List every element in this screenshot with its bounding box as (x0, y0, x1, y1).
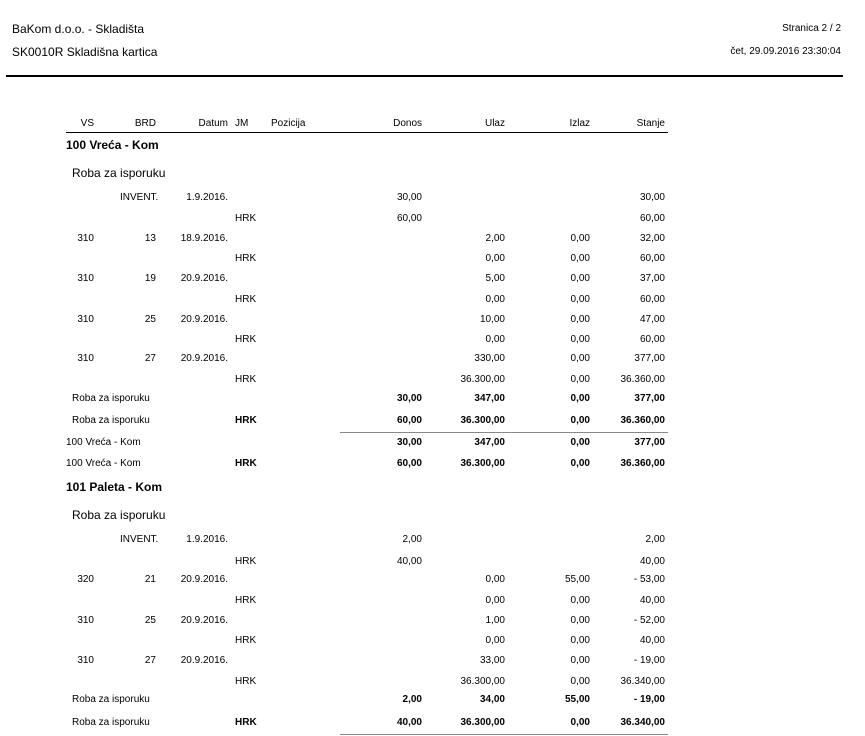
print-timestamp: čet, 29.09.2016 23:30:04 (730, 46, 841, 57)
col-izlaz: Izlaz (569, 118, 590, 129)
cell-izlaz: 0,00 (570, 655, 590, 666)
cell-stanje: 37,00 (639, 273, 665, 284)
cell-donos: 30,00 (396, 393, 422, 404)
cell-vs: 310 (77, 615, 94, 626)
cell-izlaz: 0,00 (570, 717, 590, 728)
cell-izlaz: 0,00 (570, 273, 590, 284)
table-row (0, 654, 865, 668)
subtotal-label: Roba za isporuku (72, 717, 150, 728)
group-title: 100 Vreća - Kom (66, 138, 159, 152)
subtotal-row (0, 414, 865, 428)
cell-ulaz: 0,00 (485, 595, 505, 606)
col-pozicija: Pozicija (271, 118, 306, 129)
cell-izlaz: 0,00 (570, 294, 590, 305)
table-row (0, 252, 865, 266)
cell-vs: 310 (77, 273, 94, 284)
cell-jm: HRK (235, 334, 257, 345)
cell-brd: 27 (144, 655, 156, 666)
group-subtitle: Roba za isporuku (72, 166, 166, 180)
cell-stanje: 36.360,00 (620, 415, 665, 426)
cell-jm: HRK (235, 635, 257, 646)
cell-donos: 30,00 (396, 192, 422, 203)
subtotal-label: Roba za isporuku (72, 393, 150, 404)
cell-brd: 19 (144, 273, 156, 284)
cell-brd: INVENT. (120, 534, 159, 545)
group-title: 101 Paleta - Kom (66, 480, 163, 494)
cell-izlaz: 0,00 (570, 314, 590, 325)
cell-izlaz: 55,00 (564, 574, 590, 585)
total-label: 100 Vreća - Kom (66, 437, 141, 448)
total-row (0, 436, 865, 450)
cell-ulaz: 34,00 (479, 694, 505, 705)
cell-stanje: 32,00 (639, 233, 665, 244)
cell-stanje: 60,00 (639, 334, 665, 345)
cell-stanje: 60,00 (639, 213, 665, 224)
cell-brd: INVENT. (120, 192, 159, 203)
cell-ulaz: 330,00 (474, 353, 505, 364)
cell-ulaz: 36.300,00 (460, 676, 505, 687)
cell-ulaz: 36.300,00 (460, 415, 505, 426)
cell-ulaz: 36.300,00 (460, 717, 505, 728)
cell-jm: HRK (235, 717, 257, 728)
cell-stanje: 36.360,00 (620, 458, 665, 469)
cell-datum: 20.9.2016. (180, 353, 228, 364)
cell-stanje: 2,00 (645, 534, 665, 545)
cell-izlaz: 0,00 (570, 253, 590, 264)
subtotal-row (0, 716, 865, 730)
cell-jm: HRK (235, 676, 257, 687)
cell-datum: 20.9.2016. (180, 574, 228, 585)
cell-jm: HRK (235, 374, 257, 385)
cell-jm: HRK (235, 415, 257, 426)
table-row (0, 573, 865, 587)
cell-stanje: 377,00 (634, 353, 665, 364)
table-row (0, 373, 865, 387)
cell-ulaz: 5,00 (485, 273, 505, 284)
cell-stanje: 40,00 (639, 595, 665, 606)
cell-stanje: 377,00 (634, 393, 665, 404)
table-row (0, 293, 865, 307)
cell-ulaz: 10,00 (479, 314, 505, 325)
cell-brd: 13 (144, 233, 156, 244)
cell-izlaz: 0,00 (570, 374, 590, 385)
cell-donos: 2,00 (402, 694, 422, 705)
col-datum: Datum (198, 118, 228, 129)
total-divider (340, 734, 668, 735)
table-row (0, 352, 865, 366)
table-row (0, 191, 865, 205)
cell-jm: HRK (235, 556, 257, 567)
cell-izlaz: 0,00 (570, 353, 590, 364)
col-stanje: Stanje (636, 118, 665, 129)
col-donos: Donos (393, 118, 422, 129)
cell-stanje: 36.360,00 (620, 374, 665, 385)
table-row (0, 313, 865, 327)
table-row (0, 212, 865, 226)
cell-jm: HRK (235, 253, 257, 264)
cell-ulaz: 1,00 (485, 615, 505, 626)
cell-vs: 310 (77, 353, 94, 364)
cell-stanje: - 19,00 (633, 655, 665, 666)
cell-ulaz: 33,00 (479, 655, 505, 666)
column-divider (66, 132, 668, 133)
cell-stanje: 60,00 (639, 294, 665, 305)
header-divider (6, 75, 843, 77)
cell-donos: 60,00 (396, 458, 422, 469)
cell-izlaz: 0,00 (570, 676, 590, 687)
col-vs: VS (80, 118, 94, 129)
total-row (0, 457, 865, 471)
cell-ulaz: 0,00 (485, 334, 505, 345)
cell-ulaz: 347,00 (474, 437, 505, 448)
cell-datum: 20.9.2016. (180, 655, 228, 666)
cell-datum: 1.9.2016. (186, 534, 228, 545)
cell-ulaz: 347,00 (474, 393, 505, 404)
cell-stanje: 40,00 (639, 635, 665, 646)
company-name: BaKom d.o.o. - Skladišta (12, 22, 145, 36)
cell-izlaz: 0,00 (570, 615, 590, 626)
cell-izlaz: 0,00 (570, 458, 590, 469)
report-title: SK0010R Skladišna kartica (12, 45, 158, 59)
cell-vs: 310 (77, 655, 94, 666)
subtotal-row (0, 693, 865, 707)
cell-ulaz: 36.300,00 (460, 458, 505, 469)
table-row (0, 675, 865, 689)
cell-datum: 20.9.2016. (180, 314, 228, 325)
table-row (0, 614, 865, 628)
cell-datum: 20.9.2016. (180, 273, 228, 284)
cell-datum: 1.9.2016. (186, 192, 228, 203)
col-jm: JM (235, 118, 249, 129)
table-row (0, 272, 865, 286)
cell-stanje: 40,00 (639, 556, 665, 567)
cell-jm: HRK (235, 595, 257, 606)
table-row (0, 555, 865, 569)
total-divider (340, 432, 668, 433)
cell-donos: 40,00 (396, 556, 422, 567)
cell-stanje: 60,00 (639, 253, 665, 264)
cell-ulaz: 0,00 (485, 635, 505, 646)
cell-donos: 40,00 (396, 717, 422, 728)
cell-ulaz: 36.300,00 (460, 374, 505, 385)
cell-vs: 310 (77, 314, 94, 325)
cell-izlaz: 0,00 (570, 393, 590, 404)
table-row (0, 634, 865, 648)
col-ulaz: Ulaz (484, 118, 505, 129)
subtotal-row (0, 392, 865, 406)
cell-stanje: 377,00 (634, 437, 665, 448)
cell-brd: 21 (144, 574, 156, 585)
cell-stanje: 36.340,00 (620, 717, 665, 728)
subtotal-label: Roba za isporuku (72, 415, 150, 426)
table-row (0, 594, 865, 608)
cell-stanje: 30,00 (639, 192, 665, 203)
cell-donos: 30,00 (396, 437, 422, 448)
cell-brd: 27 (144, 353, 156, 364)
cell-ulaz: 0,00 (485, 574, 505, 585)
cell-stanje: - 19,00 (633, 694, 665, 705)
cell-donos: 2,00 (402, 534, 422, 545)
cell-donos: 60,00 (396, 415, 422, 426)
cell-vs: 320 (77, 574, 94, 585)
table-row (0, 533, 865, 547)
cell-stanje: 47,00 (639, 314, 665, 325)
cell-izlaz: 0,00 (570, 233, 590, 244)
cell-jm: HRK (235, 213, 257, 224)
cell-izlaz: 0,00 (570, 437, 590, 448)
cell-stanje: - 53,00 (633, 574, 665, 585)
total-label: 100 Vreća - Kom (66, 458, 141, 469)
col-brd: BRD (134, 118, 156, 129)
cell-vs: 310 (77, 233, 94, 244)
cell-stanje: 36.340,00 (620, 676, 665, 687)
cell-brd: 25 (144, 615, 156, 626)
cell-izlaz: 0,00 (570, 635, 590, 646)
cell-stanje: - 52,00 (633, 615, 665, 626)
cell-ulaz: 0,00 (485, 253, 505, 264)
cell-brd: 25 (144, 314, 156, 325)
cell-datum: 20.9.2016. (180, 615, 228, 626)
cell-izlaz: 55,00 (564, 694, 590, 705)
cell-ulaz: 0,00 (485, 294, 505, 305)
cell-izlaz: 0,00 (570, 334, 590, 345)
cell-datum: 18.9.2016. (180, 233, 228, 244)
cell-jm: HRK (235, 458, 257, 469)
table-row (0, 232, 865, 246)
table-row (0, 333, 865, 347)
page-number: Stranica 2 / 2 (782, 23, 841, 34)
cell-izlaz: 0,00 (570, 595, 590, 606)
cell-jm: HRK (235, 294, 257, 305)
cell-donos: 60,00 (396, 213, 422, 224)
cell-ulaz: 2,00 (485, 233, 505, 244)
subtotal-label: Roba za isporuku (72, 694, 150, 705)
cell-izlaz: 0,00 (570, 415, 590, 426)
column-headers (0, 117, 865, 131)
group-subtitle: Roba za isporuku (72, 508, 166, 522)
